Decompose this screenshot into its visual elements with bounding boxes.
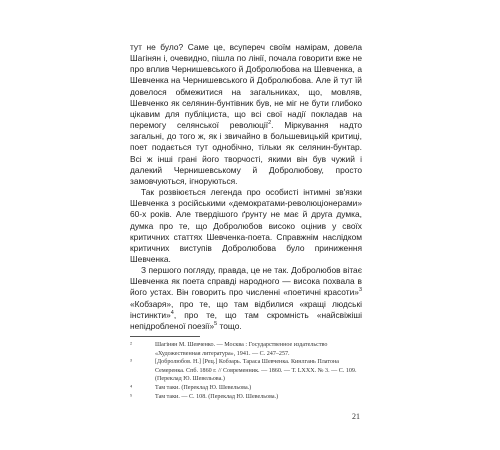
paragraph bbox=[130, 42, 362, 187]
footnote-text: Шагінян М. Шевченко. — Москва : Государственное издательство «Художественная литература», 1941. — С. 247–257. bbox=[155, 342, 328, 357]
footnote-number: ⁵ bbox=[130, 393, 133, 400]
footnote-text: Там таки. — С. 108. (Переклад Ю. Шевельова.) bbox=[155, 393, 279, 400]
page-number: 21 bbox=[352, 412, 360, 421]
footnote-number: ⁴ bbox=[130, 384, 133, 391]
footnote-separator bbox=[130, 336, 200, 337]
footnote bbox=[130, 384, 366, 393]
footnote-ref: 3 bbox=[358, 287, 362, 294]
footnote-text: [Добролюбов. Н.] [Рец.] Кобзарь. Тараса Шевченка. Кинлгань Платона Семеренка. Спб. 1860 г. // Современник. — 1860. — Т. LXXX. № 3. — С. 109. (Переклад Ю. Шевельова.) bbox=[155, 359, 357, 383]
paragraph bbox=[130, 187, 362, 265]
body-text bbox=[130, 42, 362, 332]
footnotes bbox=[130, 341, 366, 401]
footnote bbox=[130, 358, 366, 384]
paragraph-text: . Міркування надто загальні, до того ж, як і звичайно в большевицькій критиці, поет подається тут однобічно, тільки як селянин-бунтар. Всі ж інші грані його творчості, якими він був чужий і далекий Чернишевському й Добролюбову, просто замовчуються, ігноруються. bbox=[130, 120, 362, 186]
footnote bbox=[130, 393, 366, 402]
paragraph-text: Так розвіюється легенда про особисті інтимні зв'язки Шевченка з російськими «демократами-революціонерами» 60-х років. Але твердішого ґрунту не має й друга думка, думка про те, що Добролюбов високо оцінив у своїх критичних статтях Шевченка-поета. Справжнім наслідком критичних виступів Добролюбова було приниження Шевченка. bbox=[130, 187, 362, 264]
footnote-ref: 4 bbox=[170, 309, 174, 316]
footnote-number: ³ bbox=[130, 359, 132, 366]
footnote bbox=[130, 341, 366, 358]
footnote-number: ² bbox=[130, 342, 132, 348]
paragraph-text: , про те, що там скромність «найсвіжіші непідробленої поезії» bbox=[130, 309, 362, 331]
paragraph-text: тут не було? Саме це, всупереч своїм намірам, довела Шагінян і, очевидно, пішла по лінії, почала говорити вже не про вплив Чернишевського й Добролюбова на Шевченка, а Шевченка на Чернишевського й Добролюбова. Але й тут їй довелося обмежитися на загальниках, що, мовляв, Шевченко як селянин-бунтівник був, не міг не бути глибоко цікавим для публіциста, що всі свої надії покладав на перемогу селянської революції bbox=[130, 42, 362, 131]
footnote-ref: 2 bbox=[268, 120, 272, 127]
paragraph bbox=[130, 265, 362, 332]
paragraph-text: тощо. bbox=[217, 320, 242, 331]
footnote-ref: 5 bbox=[214, 321, 218, 328]
paragraph-text: «Кобзаря», про те, що там відбилися «кращі людські інстинкти» bbox=[130, 298, 362, 320]
paragraph-text: З першого погляду, правда, це не так. Добролюбов вітає Шевченка як поета справді народного — висока похвала в його устах. Він говорить про численні «поетичні красоти» bbox=[130, 265, 362, 298]
footnote-text: Там таки. (Переклад Ю. Шевельова.) bbox=[155, 384, 252, 391]
